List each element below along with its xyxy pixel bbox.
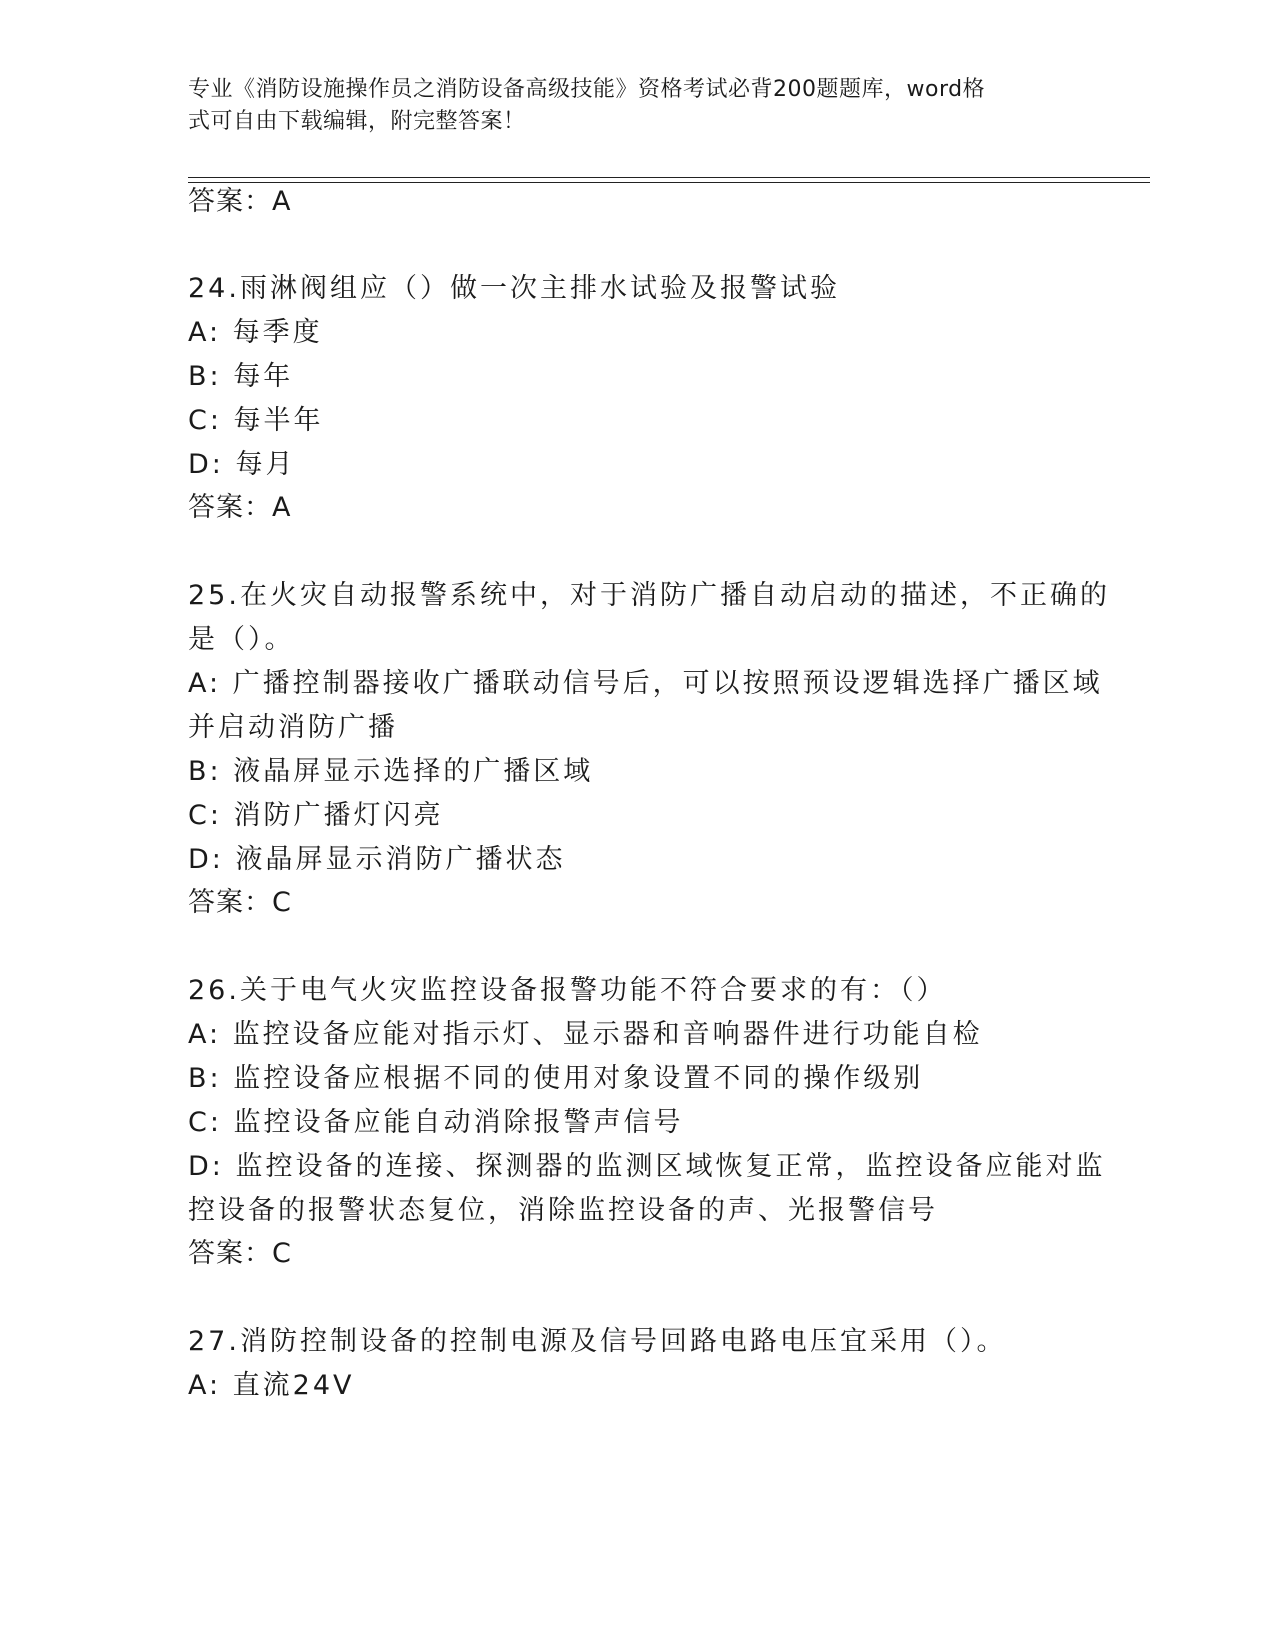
question-26-option-a: A: 监控设备应能对指示灯、显示器和音响器件进行功能自检 (188, 1019, 983, 1050)
question-26-answer: 答案：C (188, 1238, 292, 1269)
question-27-stem: 27.消防控制设备的控制电源及信号回路电路电压宜采用（）。 (188, 1326, 1007, 1357)
answer-prev: 答案：A (188, 186, 292, 217)
question-25-answer: 答案：C (188, 887, 292, 918)
question-25-option-a-2: 并启动消防广播 (188, 712, 398, 743)
header-line-1: 专业《消防设施操作员之消防设备高级技能》资格考试必背200题题库，word格 (188, 77, 986, 102)
question-25-option-a-1: A: 广播控制器接收广播联动信号后，可以按照预设逻辑选择广播区域 (188, 668, 1103, 699)
question-24-stem: 24.雨淋阀组应（）做一次主排水试验及报警试验 (188, 273, 840, 304)
question-26-option-c: C: 监控设备应能自动消除报警声信号 (188, 1107, 684, 1138)
question-26-option-d-1: D: 监控设备的连接、探测器的监测区域恢复正常，监控设备应能对监 (188, 1151, 1106, 1182)
question-26-option-b: B: 监控设备应根据不同的使用对象设置不同的操作级别 (188, 1063, 924, 1094)
header-line-2: 式可自由下载编辑，附完整答案！ (188, 109, 526, 134)
question-26-stem: 26.关于电气火灾监控设备报警功能不符合要求的有：（） (188, 975, 947, 1006)
question-25-option-b: B: 液晶屏显示选择的广播区域 (188, 756, 594, 787)
question-25-stem-2: 是（）。 (188, 624, 295, 655)
question-24-option-c: C: 每半年 (188, 405, 324, 436)
question-26-option-d-2: 控设备的报警状态复位，消除监控设备的声、光报警信号 (188, 1195, 938, 1226)
question-25-stem-1: 25.在火灾自动报警系统中，对于消防广播自动启动的描述，不正确的 (188, 580, 1110, 611)
question-24-answer: 答案：A (188, 492, 292, 523)
header-rule-bottom (188, 182, 1150, 183)
question-25-option-d: D: 液晶屏显示消防广播状态 (188, 844, 566, 875)
question-24-option-a: A: 每季度 (188, 317, 323, 348)
header-rule-top (188, 177, 1150, 178)
question-25-option-c: C: 消防广播灯闪亮 (188, 800, 444, 831)
question-24-option-d: D: 每月 (188, 449, 296, 480)
document-header (188, 74, 1068, 138)
question-27-option-a: A: 直流24V (188, 1370, 355, 1401)
question-24-option-b: B: 每年 (188, 361, 294, 392)
